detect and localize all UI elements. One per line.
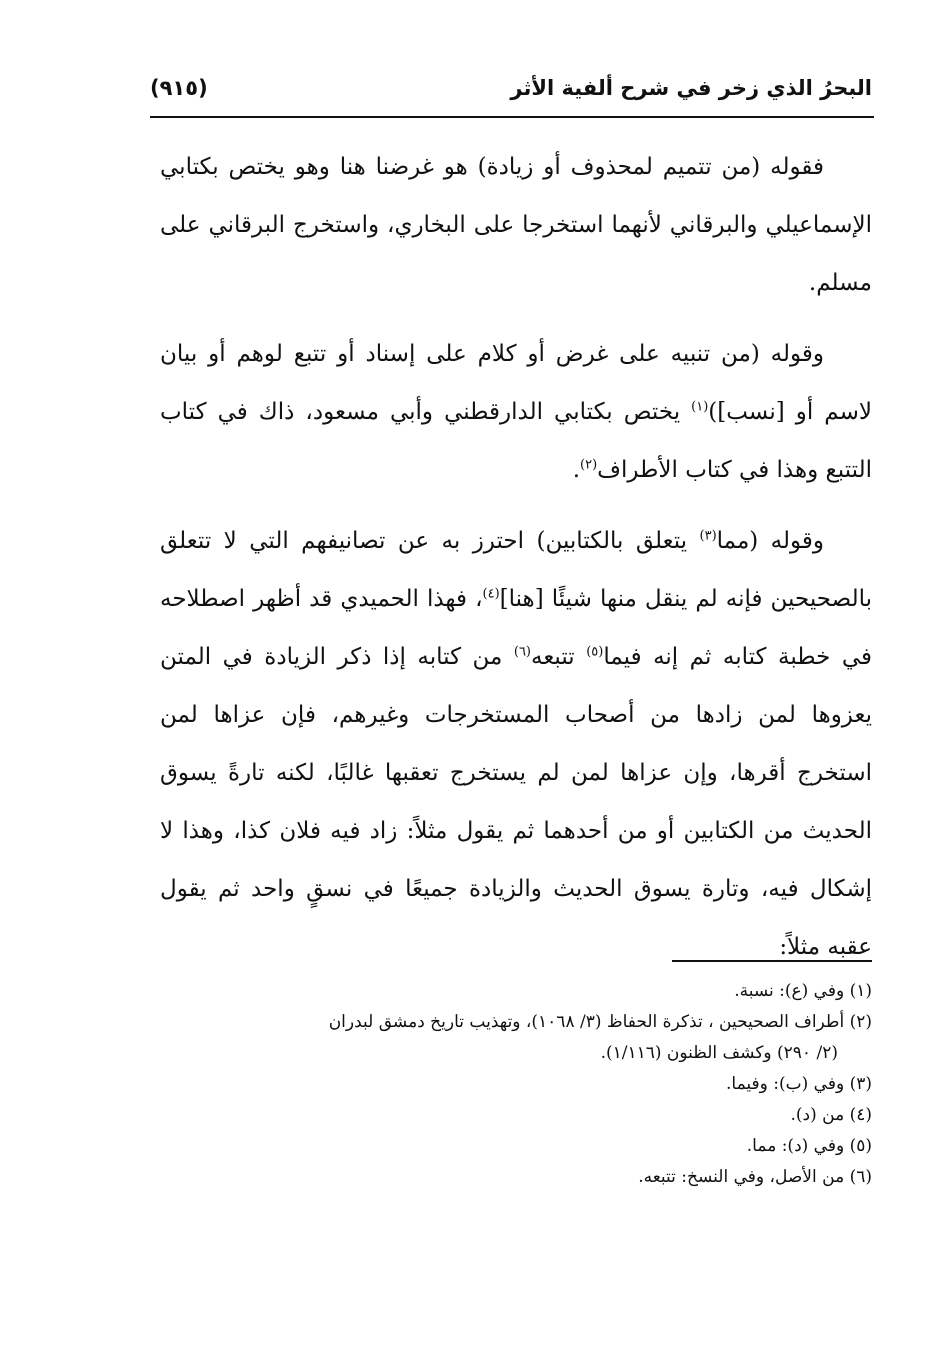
footnote <box>160 1162 872 1193</box>
footnotes <box>160 976 872 1193</box>
text-run: فقوله (من تتميم لمحذوف أو زيادة) هو غرضنا هنا وهو يختص بكتابي الإسماعيلي والبرقاني لأنهما استخرجا على البخاري، واستخرج البرقاني على مسلم. <box>160 154 872 296</box>
footnote-text: (٤) من (د). <box>790 1105 872 1125</box>
paragraph <box>160 325 872 499</box>
footnote-text: (٥) وفي (د): مما. <box>746 1136 872 1156</box>
footnote-separator <box>672 960 872 962</box>
text-run: وقوله (مما <box>716 528 824 554</box>
footnote <box>160 1131 872 1162</box>
paragraph <box>160 512 872 976</box>
footnote-ref: (٤) <box>482 586 500 602</box>
text-run: . <box>572 457 580 483</box>
text-run: يختص بكتابي الدارقطني وأبي مسعود، ذاك في كتاب التتبع وهذا في كتاب الأطراف <box>160 399 872 483</box>
text-run: يتعلق بالكتابين) احترز به عن تصانيفهم التي لا تتعلق بالصحيحين فإنه لم ينقل منها شيئًا [هنا] <box>160 528 872 612</box>
footnote-ref: (٢) <box>580 457 598 473</box>
main-text <box>160 138 872 989</box>
footnote <box>160 1007 872 1038</box>
page-header <box>150 72 872 116</box>
footnote-ref: (١) <box>691 399 709 415</box>
text-run: ، فهذا الحميدي قد أظهر اصطلاحه في خطبة كتابه ثم إنه فيما <box>160 586 872 670</box>
footnote <box>160 976 872 1007</box>
header-rule <box>150 116 874 118</box>
footnote-text: (١) وفي (ع): نسبة. <box>734 981 872 1001</box>
running-title: البحرُ الذي زخر في شرح ألفية الأثر <box>510 76 872 100</box>
footnote-text: (٢/ ٢٩٠) وكشف الظنون (١/١١٦). <box>600 1043 838 1063</box>
text-run: تتبعه <box>531 644 587 670</box>
footnote <box>160 1069 872 1100</box>
footnote-ref: (٣) <box>699 528 717 544</box>
footnote-ref: (٦) <box>513 644 531 660</box>
footnote-text: (٢) أطراف الصحيحين ، تذكرة الحفاظ (٣/ ١٠٦٨)، وتهذيب تاريخ دمشق لبدران <box>328 1012 872 1032</box>
footnote <box>160 1100 872 1131</box>
footnote-continuation <box>160 1038 872 1069</box>
text-run: من كتابه إذا ذكر الزيادة في المتن يعزوها لمن زادها من أصحاب المستخرجات وغيرهم، فإن عزاها لمن استخرج أقرها، وإن عزاها لمن لم يستخرج تعقبها غالبًا، لكنه تارةً يسوق الحديث من الكتابين أو من أحدهما ثم يقول مثلاً: زاد فيه فلان كذا، وهذا لا إشكال فيه، وتارة يسوق الحديث والزيادة جميعًا في نسقٍ واحد ثم يقول عقبه مثلاً: <box>160 644 872 960</box>
footnote-text: (٦) من الأصل، وفي النسخ: تتبعه. <box>638 1167 872 1187</box>
page-number: (٩١٥) <box>150 76 208 100</box>
paragraph <box>160 138 872 312</box>
footnote-text: (٣) وفي (ب): وفيما. <box>725 1074 872 1094</box>
footnote-ref: (٥) <box>586 644 604 660</box>
text-run: وقوله (من تنبيه على غرض أو كلام على إسناد أو تتبع لوهم أو بيان لاسم أو [نسب]) <box>160 341 872 425</box>
